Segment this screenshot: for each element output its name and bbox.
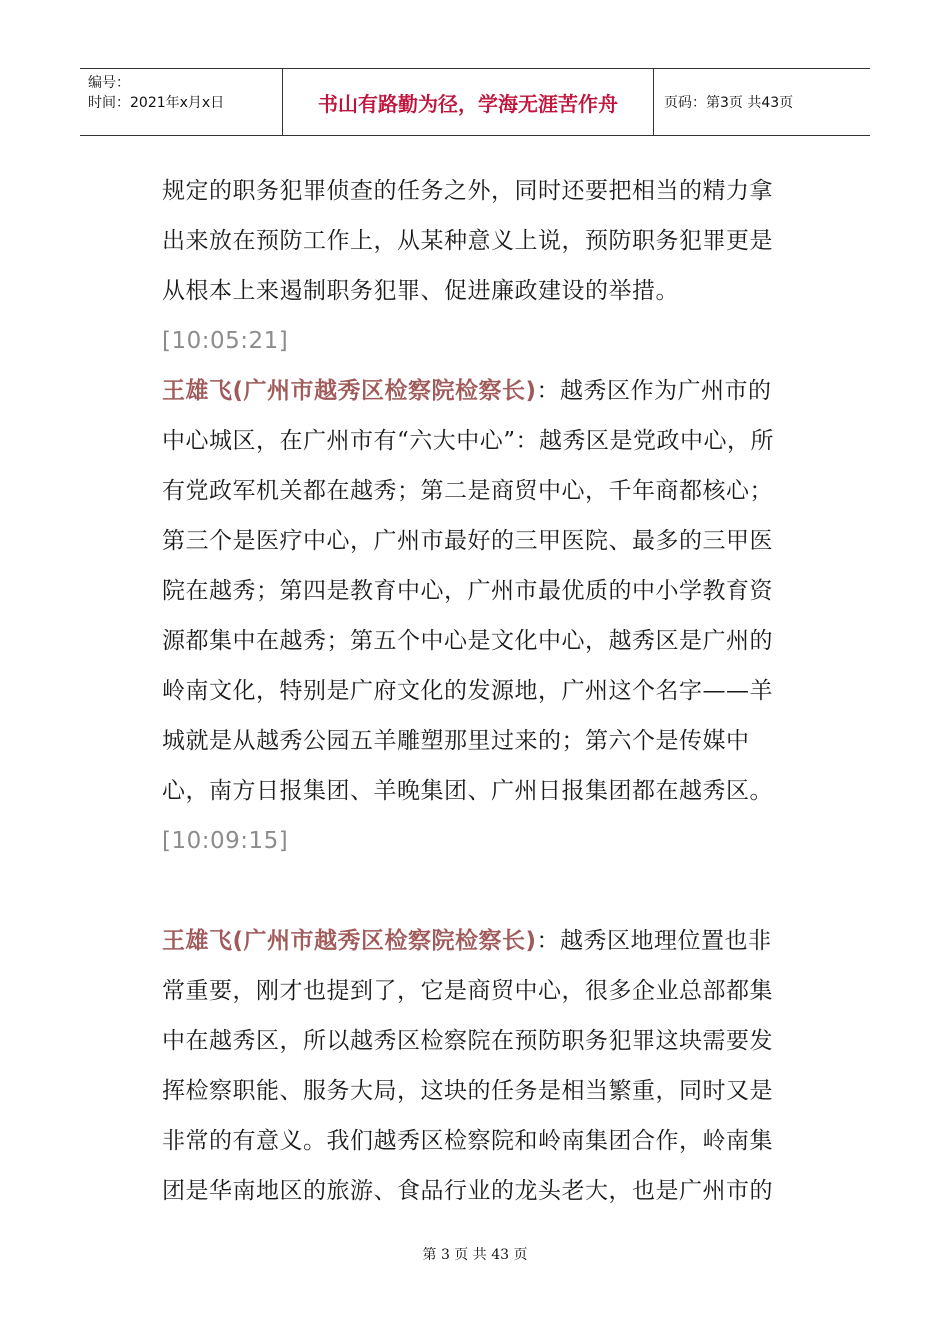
paragraph-3 <box>162 916 792 1216</box>
speaker-colon: ： <box>536 378 561 404</box>
speaker-name: 王雄飞(广州市越秀区检察院检察长) <box>162 378 537 404</box>
header-table <box>80 68 870 136</box>
speaker-name: 王雄飞(广州市越秀区检察院检察长) <box>162 928 537 954</box>
timestamp-2: [10:09:15] <box>162 828 289 854</box>
paragraph-2-text: 越秀区作为广州市的中心城区，在广州市有“六大中心”：越秀区是党政中心，所有党政军机关都在越秀；第二是商贸中心，千年商都核心；第三个是医疗中心，广州市最好的三甲医院、最多的三甲医院在越秀；第四是教育中心，广州市最优质的中小学教育资源都集中在越秀；第五个中心是文化中心，越秀区是广州的岭南文化，特别是广府文化的发源地，广州这个名字——羊城就是从越秀公园五羊雕塑那里过来的；第六个是传媒中心，南方日报集团、羊晚集团、广州日报集团都在越秀区。 <box>162 378 775 804</box>
paragraph-3-text: 越秀区地理位置也非常重要，刚才也提到了，它是商贸中心，很多企业总部都集中在越秀区，所以越秀区检察院在预防职务犯罪这块需要发挥检察职能、服务大局，这块的任务是相当繁重，同时又是非常的有意义。我们越秀区检察院和岭南集团合作，岭南集团是华南地区的旅游、食品行业的龙头老大，也是广州市的 <box>162 928 773 1204</box>
paragraph-1: 规定的职务犯罪侦查的任务之外，同时还要把相当的精力拿出来放在预防工作上，从某种意义上说，预防职务犯罪更是从根本上来遏制职务犯罪、促进廉政建设的举措。 <box>162 178 773 304</box>
document-number-label: 编号： <box>88 75 130 91</box>
speaker-colon: ： <box>536 928 561 954</box>
paragraph-gap <box>162 866 792 916</box>
page-footer: 第 3 页 共 43 页 <box>422 1247 528 1263</box>
header-motto: 书山有路勤为径，学海无涯苦作舟 <box>282 69 654 135</box>
document-date-label: 时间：2021年x月x日 <box>88 95 225 111</box>
document-body <box>162 166 792 1216</box>
header-meta <box>80 69 282 135</box>
timestamp-1: [10:05:21] <box>162 328 289 354</box>
header-page-info: 页码：第3页 共43页 <box>664 95 794 111</box>
paragraph-2 <box>162 366 792 866</box>
